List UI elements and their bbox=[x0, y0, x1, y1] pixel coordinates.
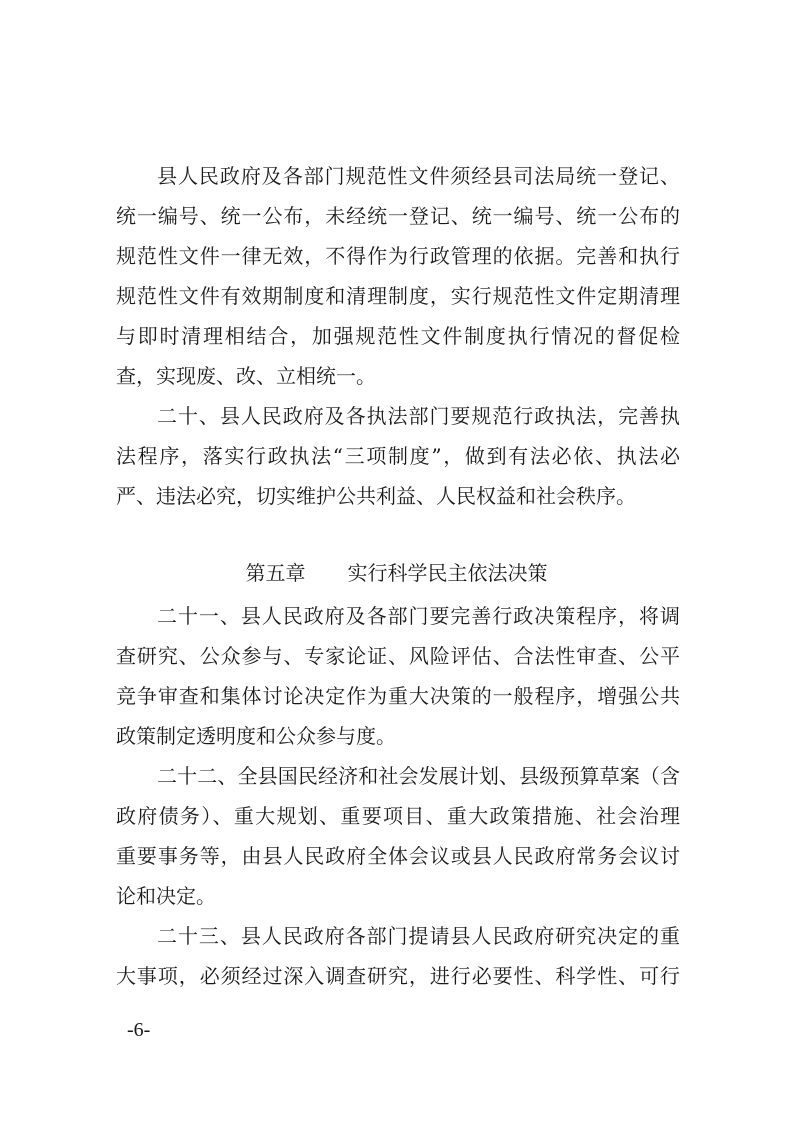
paragraph-line: 二十三、县人民政府各部门提请县人民政府研究决定的重 bbox=[157, 924, 680, 948]
paragraph-line: 政策制定透明度和公众参与度。 bbox=[116, 724, 396, 748]
page-number: -6- bbox=[127, 1019, 151, 1041]
paragraph-line: 重要事务等，由县人民政府全体会议或县人民政府常务会议讨 bbox=[116, 844, 680, 868]
paragraph-line: 竞争审查和集体讨论决定作为重大决策的一般程序，增强公共 bbox=[116, 684, 680, 708]
chapter-heading bbox=[0, 561, 793, 585]
paragraph-line: 政府债务）、重大规划、重要项目、重大政策措施、社会治理 bbox=[116, 804, 680, 828]
paragraph-line: 二十二、全县国民经济和社会发展计划、县级预算草案（含 bbox=[157, 764, 680, 788]
paragraph-line: 论和决定。 bbox=[116, 884, 216, 908]
paragraph-line: 严、违法必究，切实维护公共利益、人民权益和社会秩序。 bbox=[116, 484, 636, 508]
paragraph-line: 查，实现废、改、立相统一。 bbox=[116, 364, 376, 388]
paragraph-line: 规范性文件一律无效，不得作为行政管理的依据。完善和执行 bbox=[116, 244, 680, 268]
chapter-title: 实行科学民主依法决策 bbox=[347, 561, 548, 585]
paragraph-line: 规范性文件有效期制度和清理制度，实行规范性文件定期清理 bbox=[116, 284, 680, 308]
paragraph-line: 法程序，落实行政执法“三项制度”，做到有法必依、执法必 bbox=[116, 444, 680, 468]
paragraph-line: 查研究、公众参与、专家论证、风险评估、合法性审查、公平 bbox=[116, 644, 680, 668]
paragraph-line: 二十一、县人民政府及各部门要完善行政决策程序，将调 bbox=[157, 604, 680, 628]
paragraph-line: 与即时清理相结合，加强规范性文件制度执行情况的督促检 bbox=[116, 324, 680, 348]
paragraph-line: 县人民政府及各部门规范性文件须经县司法局统一登记、 bbox=[157, 164, 680, 188]
paragraph-line: 二十、县人民政府及各执法部门要规范行政执法，完善执 bbox=[157, 404, 680, 428]
paragraph-line: 大事项，必须经过深入调查研究，进行必要性、科学性、可行 bbox=[116, 964, 680, 988]
chapter-number: 第五章 bbox=[245, 561, 306, 585]
paragraph-line: 统一编号、统一公布，未经统一登记、统一编号、统一公布的 bbox=[116, 204, 680, 228]
